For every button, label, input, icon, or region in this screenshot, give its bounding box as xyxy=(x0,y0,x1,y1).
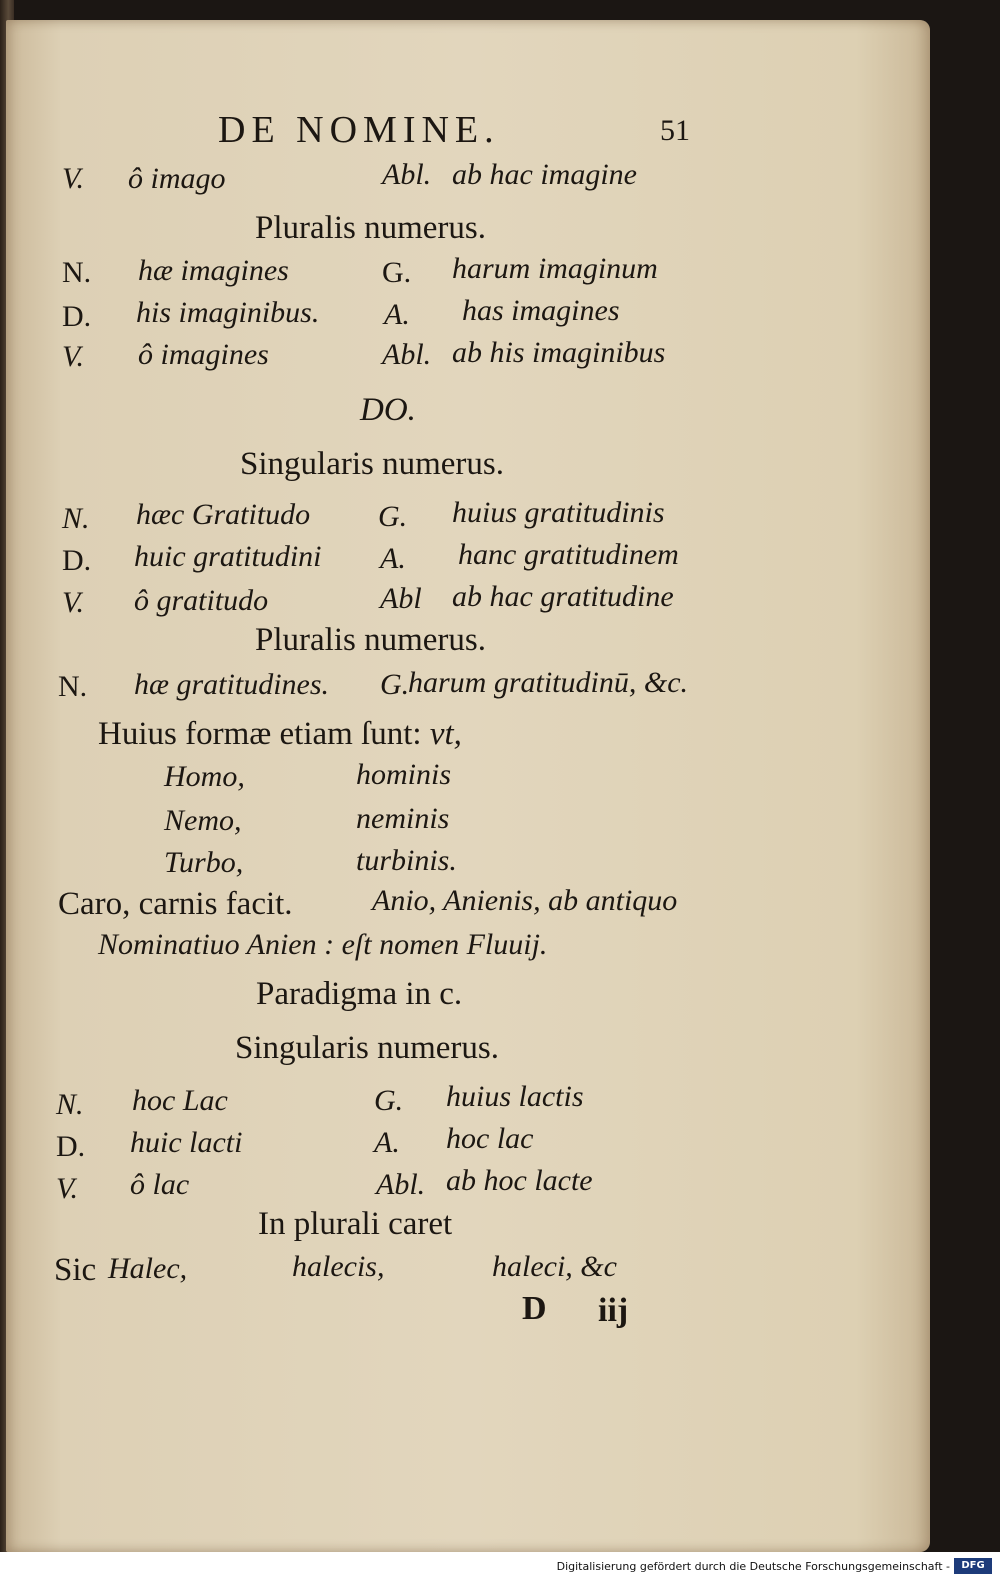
sic-example: halecis, xyxy=(292,1250,385,1283)
case-label: N. xyxy=(62,256,92,289)
case-label: N. xyxy=(62,502,90,535)
case-form: his imaginibus. xyxy=(136,296,320,329)
case-form: ô imago xyxy=(128,162,226,195)
example-genitive: neminis xyxy=(356,802,450,835)
huius-intro-italic: vt, xyxy=(429,716,462,752)
case-label: A. xyxy=(384,298,410,331)
case-label: A. xyxy=(374,1126,400,1159)
section-heading: Pluralis numerus. xyxy=(255,622,486,658)
book-page xyxy=(6,20,930,1552)
signature-letter: D xyxy=(522,1290,547,1327)
case-form: harum imaginum xyxy=(452,252,658,285)
running-title: DE NOMINE. xyxy=(218,109,500,151)
case-label: G. xyxy=(374,1084,404,1117)
example-word: Nemo, xyxy=(164,804,242,837)
case-form: ab hoc lacte xyxy=(446,1164,593,1197)
case-label: Abl. xyxy=(376,1168,426,1201)
case-label: D. xyxy=(56,1130,86,1163)
case-label: V. xyxy=(62,340,84,373)
case-label: V. xyxy=(62,586,84,619)
case-label: N. xyxy=(56,1088,84,1121)
case-form: huic gratitudini xyxy=(134,540,322,573)
paradigm-heading: Paradigma in c. xyxy=(256,976,463,1012)
funding-note: Digitalisierung gefördert durch die Deutsche Forschungsgemeinschaft - xyxy=(556,1560,950,1573)
example-genitive: turbinis. xyxy=(356,844,457,877)
caro-line-roman: Caro, carnis facit. xyxy=(58,886,293,922)
example-word: Homo, xyxy=(164,760,245,793)
section-heading: Pluralis numerus. xyxy=(255,210,486,246)
case-form: hæ gratitudines. xyxy=(134,668,330,701)
case-form: ab his imaginibus xyxy=(452,336,666,369)
page-number: 51 xyxy=(660,114,690,147)
case-label: D. xyxy=(62,544,92,577)
case-form: ô lac xyxy=(130,1168,190,1201)
case-label: G. xyxy=(378,500,408,533)
caro-line-italic: Anio, Anienis, ab antiquo xyxy=(372,884,678,917)
case-form: hæ imagines xyxy=(138,254,289,287)
case-label: V. xyxy=(56,1172,78,1205)
case-form: hoc lac xyxy=(446,1122,534,1155)
case-label: A. xyxy=(380,542,406,575)
case-form: harum gratitudinū, &c. xyxy=(408,666,689,699)
declension-heading: DO. xyxy=(360,392,416,428)
case-form: huic lacti xyxy=(130,1126,243,1159)
dfg-logo: DFG xyxy=(954,1558,992,1574)
case-form: hoc Lac xyxy=(132,1084,228,1117)
example-word: Turbo, xyxy=(164,846,244,879)
case-label: Abl. xyxy=(382,158,432,191)
sic-word: Sic xyxy=(54,1252,97,1288)
example-genitive: hominis xyxy=(356,758,452,791)
case-label: D. xyxy=(62,300,92,333)
case-label: G. xyxy=(382,256,412,289)
sic-example: haleci, &c xyxy=(492,1250,617,1283)
text-line xyxy=(98,716,462,753)
case-form: hanc gratitudinem xyxy=(458,538,679,571)
case-form: ab hac gratitudine xyxy=(452,580,674,613)
signature-number: iij xyxy=(598,1292,629,1329)
case-label: G. xyxy=(380,668,410,701)
caro-line-2: Nominatiuo Anien : eſt nomen Fluuij. xyxy=(98,928,548,961)
case-form: has imagines xyxy=(462,294,620,327)
sic-example: Halec, xyxy=(108,1252,188,1285)
case-form: huius lactis xyxy=(446,1080,584,1113)
section-heading: Singularis numerus. xyxy=(240,446,504,482)
case-form: ô imagines xyxy=(138,338,269,371)
case-form: ab hac imagine xyxy=(452,158,637,191)
case-label: V. xyxy=(62,162,84,195)
case-form: huius gratitudinis xyxy=(452,496,665,529)
case-label: Abl. xyxy=(382,338,432,371)
case-label: Abl xyxy=(380,582,422,615)
case-form: hæc Gratitudo xyxy=(136,498,311,531)
section-heading: Singularis numerus. xyxy=(235,1030,499,1066)
note-line: In plurali caret xyxy=(258,1206,453,1242)
huius-intro: Huius formæ etiam ſunt: xyxy=(98,716,422,752)
case-label: N. xyxy=(58,670,88,703)
case-form: ô gratitudo xyxy=(134,584,269,617)
